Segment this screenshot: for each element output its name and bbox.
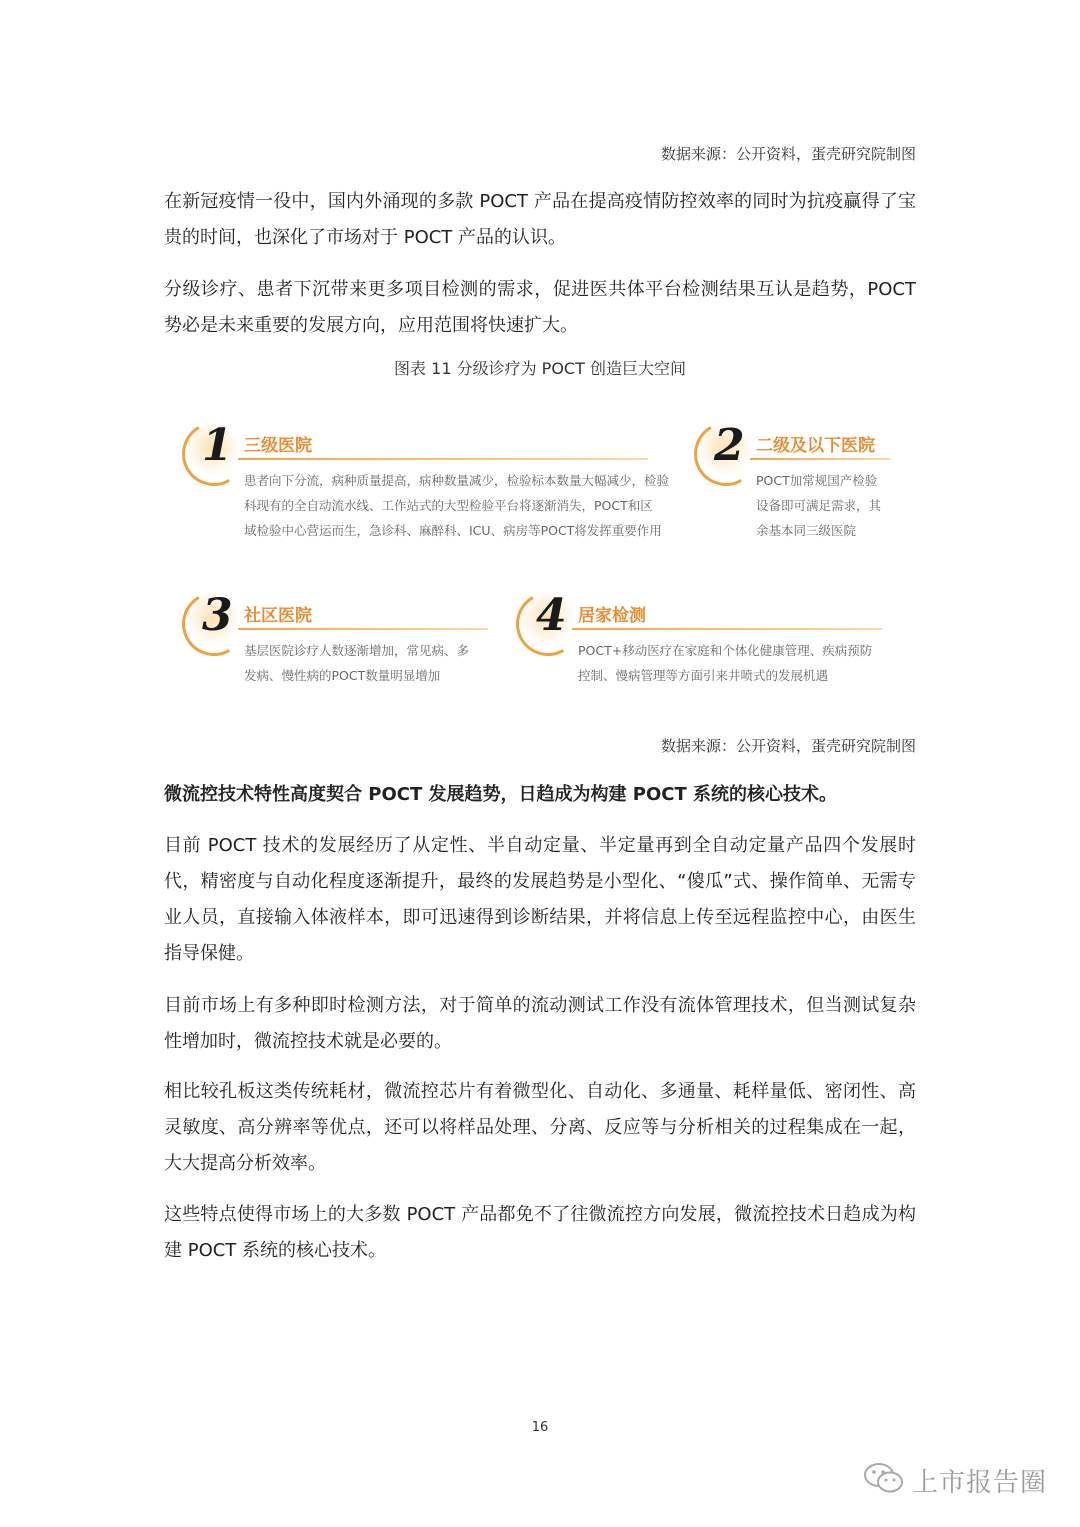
watermark [862, 1460, 1047, 1500]
block-number: 3 [202, 590, 233, 641]
paragraph: 相比较孔板这类传统耗材，微流控芯片有着微型化、自动化、多通量、耗样量低、密闭性、高灵敏度、高分辨率等优点，还可以将样品处理、分离、反应等与分析相关的过程集成在一起，大大提高分析效率。 [164, 1081, 916, 1174]
source-note-top: 数据来源：公开资料，蛋壳研究院制图 [660, 145, 916, 163]
block-underline [750, 458, 890, 460]
block-number: 4 [536, 590, 567, 641]
block-description: 患者向下分流，病种质量提高，病种数量减少，检验标本数量大幅减少，检验 科现有的全自动流水线、工作站式的大型检验平台将逐渐消失，POCT和区 域检验中心营运而生，急诊科、麻醉科、ICU、病房等POCT将发挥重要作用 [244, 473, 670, 538]
block-underline [238, 458, 648, 460]
paragraph: 这些特点使得市场上的大多数 POCT 产品都免不了往微流控方向发展，微流控技术日趋成为构建 POCT 系统的核心技术。 [164, 1204, 916, 1261]
block-description: POCT加常规国产检验 设备即可满足需求，其 余基本同三级医院 [756, 473, 882, 538]
figure-block-3 [180, 588, 500, 698]
block-title: 居家检测 [578, 606, 646, 626]
block-description: 基层医院诊疗人数逐渐增加，常见病、多 发病、慢性病的POCT数量明显增加 [244, 643, 470, 683]
block-number: 2 [714, 420, 745, 471]
paragraph: 在新冠疫情一役中，国内外涌现的多款 POCT 产品在提高疫情防控效率的同时为抗疫赢得了宝贵的时间，也深化了市场对于 POCT 产品的认识。 [164, 191, 916, 248]
source-note-bottom: 数据来源：公开资料，蛋壳研究院制图 [660, 737, 916, 755]
block-number: 1 [202, 420, 233, 471]
watermark-text: 上市报告圈 [912, 1467, 1048, 1498]
block-underline [238, 628, 488, 630]
block-title: 社区医院 [244, 606, 312, 626]
section-heading: 微流控技术特性高度契合 POCT 发展趋势，日趋成为构建 POCT 系统的核心技术。 [164, 784, 838, 805]
block-underline [572, 628, 882, 630]
figure-block-1 [180, 418, 680, 548]
paragraph: 目前 POCT 技术的发展经历了从定性、半自动定量、半定量再到全自动定量产品四个发展时代，精密度与自动化程度逐渐提升，最终的发展趋势是小型化、“傻瓜”式、操作简单、无需专业人员，直接输入体液样本，即可迅速得到诊断结果，并将信息上传至远程监控中心，由医生指导保健。 [164, 835, 916, 964]
block-title: 二级及以下医院 [756, 436, 875, 456]
paragraph: 分级诊疗、患者下沉带来更多项目检测的需求，促进医共体平台检测结果互认是趋势，POCT 势必是未来重要的发展方向，应用范围将快速扩大。 [164, 279, 916, 336]
paragraph: 目前市场上有多种即时检测方法，对于简单的流动测试工作没有流体管理技术，但当测试复杂性增加时，微流控技术就是必要的。 [164, 995, 916, 1052]
figure-block-2 [692, 418, 902, 548]
wechat-icon [862, 1460, 906, 1500]
figure-block-4 [514, 588, 894, 698]
figure-title: 图表 11 分级诊疗为 POCT 创造巨大空间 [394, 359, 686, 378]
page-number: 16 [531, 1420, 549, 1435]
block-description: POCT+移动医疗在家庭和个体化健康管理、疾病预防 控制、慢病管理等方面引来井喷式的发展机遇 [578, 643, 873, 683]
block-title: 三级医院 [244, 436, 312, 456]
